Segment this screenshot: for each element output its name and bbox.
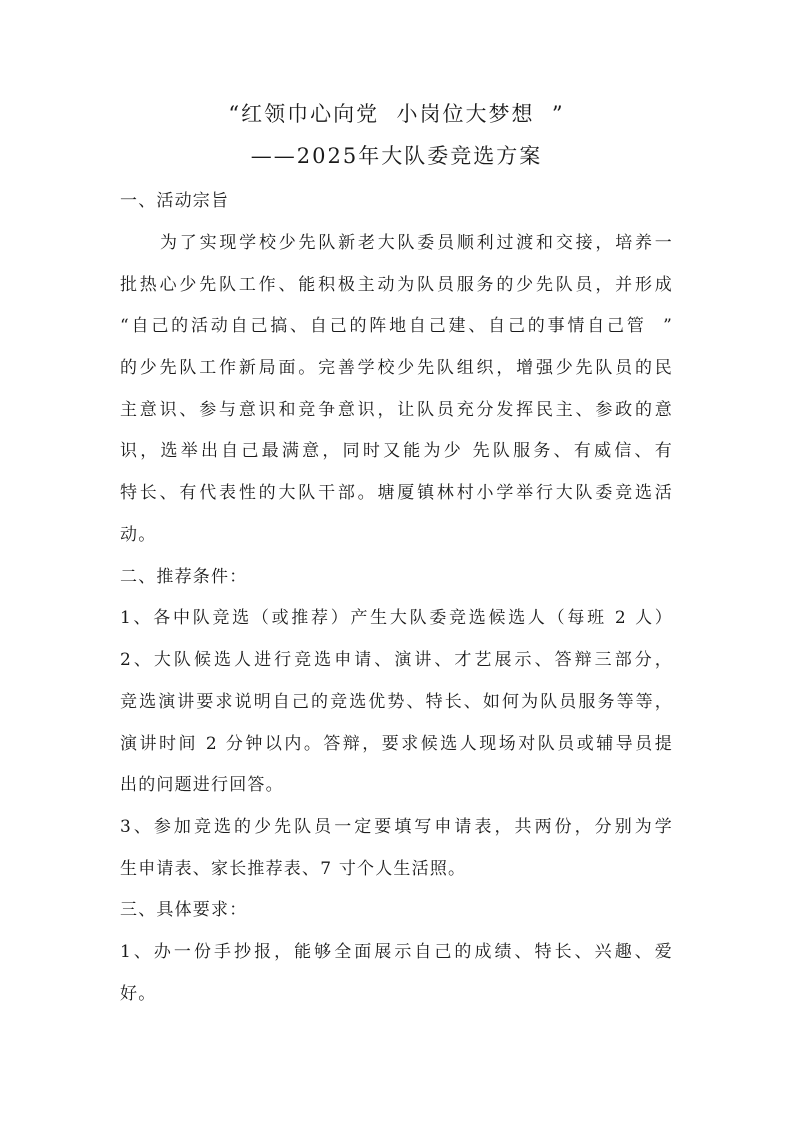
- paragraph-line: 特长、有代表性的大队干部。塘厦镇林村小学举行大队委竞选活: [120, 483, 673, 503]
- list-item: 3、参加竞选的少先队员一定要填写申请表，共两份，分别为学: [120, 817, 673, 837]
- paragraph-line: 识，选举出自己最满意，同时又能为少 先队服务、有威信、有: [120, 441, 673, 461]
- list-item: 1、办一份手抄报，能够全面展示自己的成绩、特长、兴趣、爱: [120, 942, 673, 962]
- paragraph-line: “自己的活动自己搞、自己的阵地自己建、自己的事情自己管 ”: [120, 316, 673, 336]
- document-title-line2: ——2025年大队委竞选方案: [250, 144, 543, 168]
- section-heading-purpose: 一、活动宗旨: [120, 191, 230, 211]
- list-item: 2、大队候选人进行竞选申请、演讲、才艺展示、答辩三部分，: [120, 650, 673, 670]
- paragraph-line: 批热心少先队工作、能积极主动为队员服务的少先队员，并形成: [120, 275, 673, 295]
- list-item: 1、各中队竞选（或推荐）产生大队委竞选候选人（每班 2 人）: [120, 608, 673, 628]
- paragraph-line: 动。: [120, 525, 157, 545]
- document-title-line1: “红领巾心向党 小岗位大梦想 ”: [228, 102, 565, 126]
- section-heading-requirements: 三、具体要求：: [120, 900, 248, 920]
- paragraph-line: 为了实现学校少先队新老大队委员顺利过渡和交接，培养一: [160, 233, 673, 253]
- paragraph-line: 生申请表、家长推荐表、7 寸个人生活照。: [120, 859, 467, 879]
- paragraph-line: 竞选演讲要求说明自己的竞选优势、特长、如何为队员服务等等，: [120, 692, 673, 712]
- paragraph-line: 出的问题进行回答。: [120, 775, 284, 795]
- paragraph-line: 好。: [120, 984, 157, 1004]
- paragraph-line: 演讲时间 2 分钟以内。答辩，要求候选人现场对队员或辅导员提: [120, 734, 673, 754]
- paragraph-line: 的少先队工作新局面。完善学校少先队组织，增强少先队员的民: [120, 358, 673, 378]
- section-heading-criteria: 二、推荐条件：: [120, 567, 248, 587]
- paragraph-line: 主意识、参与意识和竞争意识，让队员充分发挥民主、参政的意: [120, 400, 673, 420]
